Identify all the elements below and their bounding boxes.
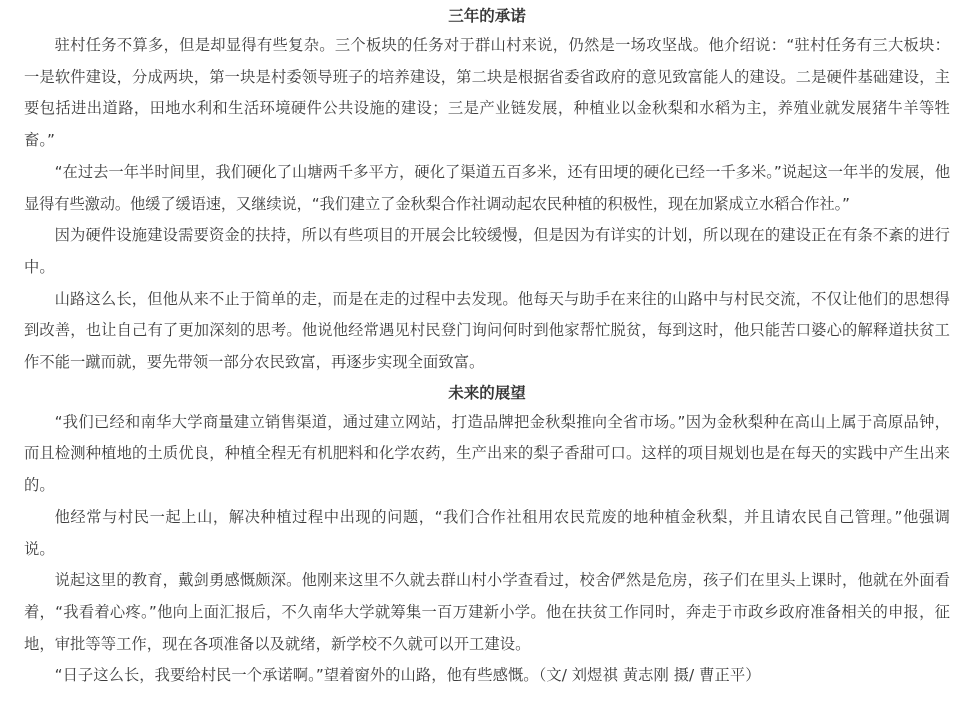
section-title-outlook: 未来的展望	[448, 383, 526, 402]
paragraph: 驻村任务不算多，但是却显得有些复杂。三个板块的任务对于群山村来说，仍然是一场攻坚战。他介绍说：“驻村任务有三大板块：一是软件建设，分成两块，第一块是村委领导班子的培养建设，第二块是根据省委省政府的意见致富能人的建设。二是硬件基础建设，主要包括进出道路，田地水利和生活环境硬件公共设施的建设；三是产业链发展，种植业以金秋梨和水稻为主，养殖业就发展猪牛羊等牲畜。”	[24, 36, 950, 150]
section-title-promise: 三年的承诺	[448, 7, 526, 25]
paragraph: 山路这么长，但他从来不止于简单的走，而是在走的过程中去发现。他每天与助手在来往的山路中与村民交流，不仅让他们的思想得到改善，也让自己有了更加深刻的思考。他说他经常遇见村民登门询问何时到他家帮忙脱贫，每到这时，他只能苦口婆心的解释道扶贫工作不能一蹴而就，要先带领一部分农民致富，再逐步实现全面致富。	[24, 289, 950, 372]
paragraph: 说起这里的教育，戴剑勇感慨颇深。他刚来这里不久就去群山村小学查看过，校舍俨然是危房，孩子们在里头上课时，他就在外面看着，“我看着心疼。”他向上面汇报后，不久南华大学就筹集一百万建新小学。他在扶贫工作同时，奔走于市政乡政府准备相关的申报，征地，审批等等工作，现在各项准备以及就绪，新学校不久就可以开工建设。	[24, 571, 950, 653]
paragraph: 因为硬件设施建设需要资金的扶持，所以有些项目的开展会比较缓慢，但是因为有详实的计划，所以现在的建设正在有条不紊的进行中。	[24, 226, 950, 276]
paragraph: “在过去一年半时间里，我们硬化了山塘两千多平方，硬化了渠道五百多米，还有田埂的硬化已经一千多米。”说起这一年半的发展，他显得有些激动。他缓了缓语速，又继续说，“我们建立了金秋梨合作社调动起农民种植的积极性，现在加紧成立水稻合作社。”	[24, 162, 950, 213]
paragraph: “日子这么长，我要给村民一个承诺啊。”望着窗外的山路，他有些感慨。（文/ 刘煜祺 黄志刚 摄/ 曹正平）	[54, 666, 761, 685]
paragraph: 他经常与村民一起上山，解决种植过程中出现的问题，“我们合作社租用农民荒废的地种植金秋梨，并且请农民自己管理。”他强调说。	[24, 507, 950, 558]
paragraph: “我们已经和南华大学商量建立销售渠道，通过建立网站，打造品牌把金秋梨推向全省市场。”因为金秋梨种在高山上属于高原品钟，而且检测种植地的土质优良，种植全程无有机肥料和化学农药，生产出来的梨子香甜可口。这样的项目规划也是在每天的实践中产生出来的。	[24, 412, 950, 495]
